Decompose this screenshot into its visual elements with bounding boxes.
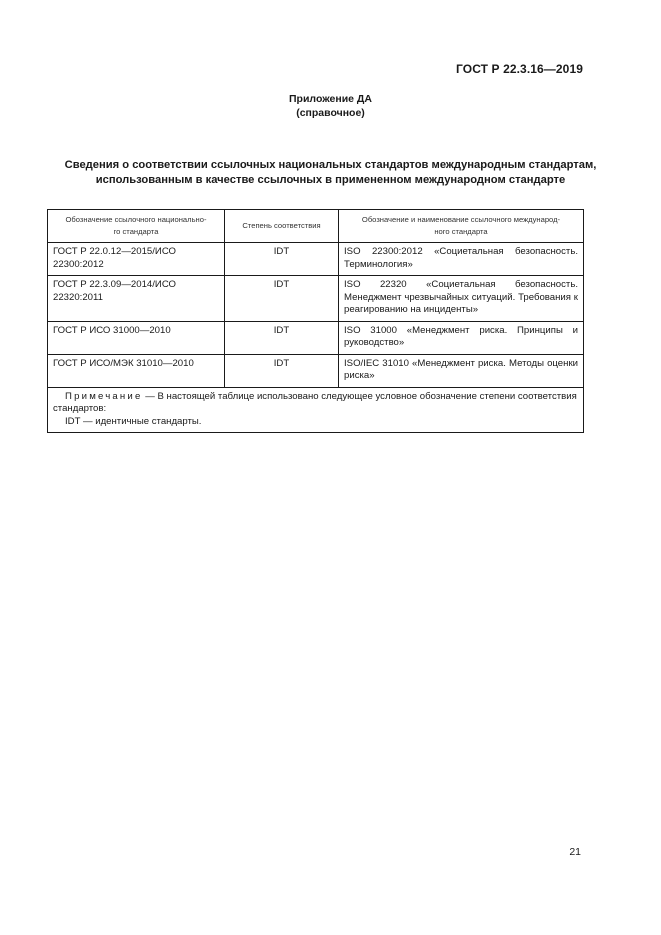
table-row bbox=[48, 243, 584, 276]
header-international-standard-line1: Обозначение и наименование ссылочного международ- bbox=[361, 215, 561, 224]
table-row bbox=[48, 354, 584, 387]
header-national-standard-line2: го стандарта bbox=[113, 227, 159, 236]
national-standard-cell: ГОСТ Р 22.0.12—2015/ИСО 22300:2012 bbox=[48, 243, 225, 276]
document-code: ГОСТ Р 22.3.16—2019 bbox=[456, 62, 583, 76]
table-note bbox=[48, 387, 584, 433]
standards-correspondence-table bbox=[47, 209, 584, 433]
section-title-line2: использованным в качестве ссылочных в примененном международном стандарте bbox=[95, 174, 566, 186]
international-standard-cell: ISO 31000 «Менеджмент риска. Принципы и руководство» bbox=[339, 321, 584, 354]
national-standard-cell: ГОСТ Р 22.3.09—2014/ИСО 22320:2011 bbox=[48, 276, 225, 322]
degree-cell: IDT bbox=[225, 354, 339, 387]
degree-cell: IDT bbox=[225, 321, 339, 354]
table-header-row bbox=[48, 210, 584, 243]
international-standard-cell: ISO 22300:2012 «Социетальная безопасность. Терминология» bbox=[339, 243, 584, 276]
national-standard-cell: ГОСТ Р ИСО/МЭК 31010—2010 bbox=[48, 354, 225, 387]
annex-heading bbox=[0, 92, 661, 120]
degree-cell: IDT bbox=[225, 276, 339, 322]
table-row bbox=[48, 276, 584, 322]
header-international-standard-line2: ного стандарта bbox=[434, 227, 488, 236]
annex-title: Приложение ДА bbox=[289, 93, 372, 105]
national-standard-cell: ГОСТ Р ИСО 31000—2010 bbox=[48, 321, 225, 354]
note-idt-definition: IDT — идентичные стандарты. bbox=[65, 415, 202, 427]
header-national-standard-line1: Обозначение ссылочного национально- bbox=[65, 215, 207, 224]
note-text: — В настоящей таблице использовано следующее условное обозначение степени соответствия стандартов: bbox=[53, 390, 577, 414]
international-standard-cell: ISO/IEC 31010 «Менеджмент риска. Методы оценки риска» bbox=[339, 354, 584, 387]
header-international-standard bbox=[339, 210, 584, 243]
note-label: Примечание bbox=[65, 390, 143, 402]
page-number: 21 bbox=[569, 846, 581, 858]
degree-cell: IDT bbox=[225, 243, 339, 276]
annex-subtitle: (справочное) bbox=[296, 107, 365, 119]
section-title bbox=[40, 158, 621, 188]
section-title-line1: Сведения о соответствии ссылочных национальных стандартов международным стандартам, bbox=[64, 159, 597, 171]
table-note-row bbox=[48, 387, 584, 433]
table-row bbox=[48, 321, 584, 354]
header-degree: Степень соответствия bbox=[225, 210, 339, 243]
header-national-standard bbox=[48, 210, 225, 243]
international-standard-cell: ISO 22320 «Социетальная безопасность. Менеджмент чрезвычайных ситуаций. Требования к реагированию на инциденты» bbox=[339, 276, 584, 322]
